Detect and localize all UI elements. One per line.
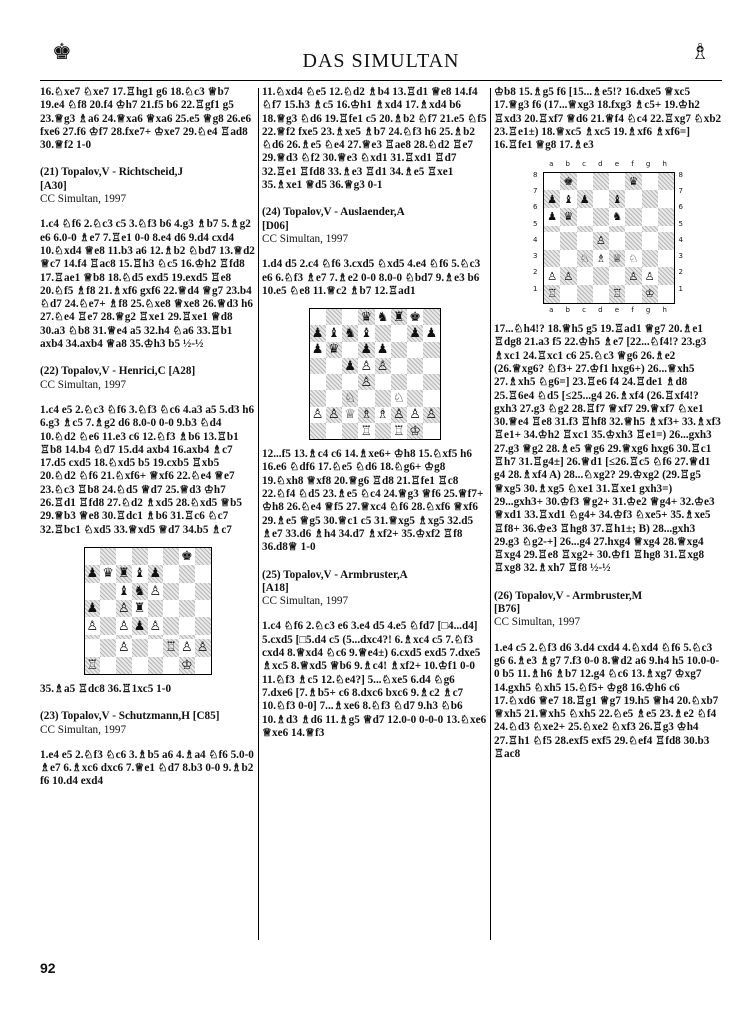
game-title: (24) Topalov,V - Auslaender,A [262, 206, 405, 219]
board-square [148, 548, 164, 565]
board-square [642, 267, 658, 285]
chess-piece: ♙ [628, 269, 639, 283]
board-square [560, 250, 576, 268]
board-square [407, 423, 423, 439]
chess-piece: ♟ [376, 342, 389, 358]
game-moves: 1.e4 e5 2.♘f3 ♘c6 3.♗b5 a6 4.♗a4 ♘f6 5.0-0 ♗e7 6.♗xc6 dxc6 7.♕e1 ♘d7 8.b3 0-0 9.♗b2 f6 10.d4 exd4 [40, 748, 254, 788]
board-square [163, 565, 179, 582]
board-square [148, 600, 164, 617]
column-divider [258, 88, 259, 940]
board-square [423, 325, 439, 341]
column-3 [494, 86, 722, 761]
board-square [179, 548, 195, 565]
chess-piece: ♔ [409, 423, 421, 439]
board-square [642, 190, 658, 208]
board-square [310, 358, 326, 374]
board-square [391, 325, 407, 341]
column-1 [40, 86, 255, 789]
eco-code: [A18] [262, 581, 289, 594]
board-square [85, 600, 101, 617]
board-square [326, 309, 342, 325]
board-square [85, 583, 101, 600]
chess-piece: ♟ [409, 326, 421, 342]
board-square [609, 232, 625, 250]
board-square [132, 583, 148, 600]
board-square [544, 173, 560, 191]
game-moves: 17...♘h4!? 18.♕h5 g5 19.♖ad1 ♕g7 20.♗e1 ♖dg8 21.a3 f5 22.♔h5 ♗e7 [22...♘f4!? 23.g3 ♗xc1 24.♖xc1 c6 25.♘c3 ♕g6 26.♗e2 (26.♕xg6? ♘f3+ 27.♔f1 hxg6+) 26...♕xh5 27.♗xh5 ♘g6=] 23.♖e6 f4 24.♖de1 ♗d8 25.♖6e4 ♘d5 [≤25...g4 26.♗xf4 (26.♖xf4!? gxh3 27.g3 ♘g2 28.♖f7 ♕xf7 29.♕xf7 ♘xe1 30.♕e4 ♖e8 31.f3 ♖hf8 32.♕h5 ♗xf3+ 33.♗xf3 ♖e1+ 34.♔h2 ♖xc1 35.♔xh3 ♖e1=) 26...gxh3 27.g3 ♕g2 28.♗e5 ♕g6 29.♕xg6 hxg6 30.♖c1 ♖h7 31.♖g4±] 26.♕d1 [≤26.♖c5 ♘f6 27.♕d1 g4 28.♗xf4 A) 28...♘xg2? 29.♔xg2 (29.♖g5 ♕xg5 30.♗xg5 ♘xe1 31.♖xe1 gxh3=) 29...gxh3+ 30.♔f3 ♕g2+ 31.♔e2 ♕g4+ 32.♔e3 ♕xd1 33.♖xd1 ♘g4+ 34.♔f3 ♘xe5+ 35.♗xe5 ♖f8+ 36.♔e3 ♖hg8 37.♖h1±; B) 28...gxh3 29.g3 ♘g2-+] 26...g4 27.hxg4 ♕xg4 28.♕xg4 ♖xg4 29.♖e8 ♖xg2+ 30.♔f1 ♖hg8 31.♖xg8 ♖xg8 32.♗xh7 ♖f8 ½-½ [494, 323, 721, 575]
board-square [375, 325, 391, 341]
board-square [116, 583, 132, 600]
board-square [544, 250, 560, 268]
board-square [358, 423, 374, 439]
game-moves: ♔b8 15.♗g5 f6 [15...♗e5!? 16.dxe5 ♕xc5 17.♕g3 f6 (17...♕xg3 18.fxg3 ♗c5+ 19.♔h2 ♖xd3 20.♖xf7 ♕d6 21.♕f4 ♘c4 22.♖xg7 ♘xb2 23.♖e1±) 18.♕xc5 ♗xc5 19.♗xf6 ♗xf6=] 16.♖fe1 ♕g8 17.♗e3 [494, 86, 722, 152]
board-square [375, 407, 391, 423]
board-square [179, 639, 195, 656]
event: CC Simultan, 1997 [40, 378, 127, 391]
board-square [560, 190, 576, 208]
board-square [375, 342, 391, 358]
chess-piece: ♝ [612, 192, 623, 206]
game-moves: 16.♘xe7 ♘xe7 17.♖hg1 g6 18.♘c3 ♕b7 19.e4 ♘f8 20.f4 ♔h7 21.f5 b6 22.♖gf1 g5 23.♕g3 ♗a6 24.♕xa6 ♕xa6 25.e5 ♕g8 26.e6 fxe6 27.f6 ♔f7 28.fxe7+ ♔xe7 29.♘e4 ♖ad8 30.♕f2 1-0 [40, 86, 252, 152]
page-header [40, 40, 722, 84]
board-square [342, 390, 358, 406]
board-square [658, 190, 674, 208]
game-moves: 11.♘xd4 ♘e5 12.♘d2 ♗b4 13.♖d1 ♕e8 14.f4 ♘f7 15.h3 ♗c5 16.♔h1 ♗xd4 17.♗xd4 b6 18.♕g3 ♘d6 19.♖fe1 c5 20.♗b2 ♘f7 21.e5 ♘f5 22.♕f2 fxe5 23.♗xe5 ♗b7 24.♘f3 h6 25.♗b2 ♘d6 26.♗e5 ♘e4 27.♕e3 ♖ae8 28.♘d2 ♖e7 29.♕d3 ♘f2 30.♕e3 ♘xd1 31.♖xd1 ♖d7 32.♖e1 ♖fd8 33.♗e3 ♖d1 34.♗e5 ♖xe1 35.♗xe1 ♕d5 36.♕g3 0-1 [262, 86, 487, 192]
board-square [195, 565, 211, 582]
board-square [407, 407, 423, 423]
board-square [375, 358, 391, 374]
board-square [85, 565, 101, 582]
board-square [593, 267, 609, 285]
board-square [85, 548, 101, 565]
board-square [132, 657, 148, 674]
board-square [407, 390, 423, 406]
board-square [423, 407, 439, 423]
page-number: 92 [40, 960, 56, 976]
board-square [391, 374, 407, 390]
board-square [625, 285, 641, 303]
chess-piece: ♕ [612, 252, 623, 266]
board-square [342, 309, 358, 325]
game-title: (21) Topalov,V - Richtscheid,J [40, 166, 184, 179]
board-square [560, 232, 576, 250]
board-square [642, 173, 658, 191]
board-square [132, 639, 148, 656]
board-square [391, 390, 407, 406]
board-square [593, 250, 609, 268]
board-square [195, 583, 211, 600]
chess-piece: ♙ [360, 358, 373, 374]
board-square [358, 325, 374, 341]
rank-labels: 8 7 6 5 4 3 2 1 [533, 170, 538, 293]
chess-piece: ♖ [360, 423, 373, 439]
board-square [326, 358, 342, 374]
board-square [85, 657, 101, 674]
chess-piece: ♖ [86, 657, 99, 673]
board-square [195, 617, 211, 634]
board-square [358, 374, 374, 390]
board-square [163, 617, 179, 634]
chess-piece: ♝ [133, 566, 146, 582]
board-square [560, 208, 576, 226]
board-square [132, 548, 148, 565]
board-square [100, 617, 116, 634]
board-square [163, 639, 179, 656]
board-square [116, 639, 132, 656]
chess-piece: ♖ [612, 287, 623, 301]
board-square [163, 583, 179, 600]
board-square [195, 600, 211, 617]
board-square [85, 617, 101, 634]
board-square [195, 657, 211, 674]
board-square [544, 232, 560, 250]
chess-piece: ♟ [579, 192, 590, 206]
board-square [625, 190, 641, 208]
chess-diagram [543, 172, 675, 304]
chess-piece: ♟ [133, 618, 146, 634]
chess-piece: ♗ [376, 407, 389, 423]
board-square [342, 342, 358, 358]
board-square [642, 250, 658, 268]
board-square [310, 390, 326, 406]
board-square [658, 285, 674, 303]
board-square [116, 617, 132, 634]
board-square [375, 309, 391, 325]
chess-piece: ♜ [118, 566, 130, 582]
board-square [342, 374, 358, 390]
board-square [358, 358, 374, 374]
chess-piece: ♟ [86, 566, 99, 582]
event: CC Simultan, 1997 [494, 616, 581, 629]
chess-piece: ♟ [547, 210, 558, 224]
chess-piece: ♟ [360, 342, 373, 358]
board-square [179, 600, 195, 617]
board-square [625, 173, 641, 191]
board-square [609, 173, 625, 191]
chess-piece: ♙ [595, 234, 606, 248]
board-square [544, 190, 560, 208]
board-square [100, 639, 116, 656]
board-square [658, 250, 674, 268]
board-square [642, 232, 658, 250]
board-square [116, 548, 132, 565]
chess-piece: ♘ [344, 391, 356, 407]
board-square [116, 565, 132, 582]
board-square [609, 190, 625, 208]
game-moves: 12...f5 13.♗c4 c6 14.♗xe6+ ♔h8 15.♘xf5 h6 16.e6 ♘df6 17.♘e5 ♘d6 18.♘g6+ ♔g8 19.♘xh8 ♕xf8 20.♕g6 ♖d8 21.♖fe1 ♖c8 22.♘f4 ♘d5 23.♗e5 ♘c4 24.♕g3 ♕f6 25.♕f7+ ♔h8 26.♘e4 ♕f5 27.♕xc4 ♘f6 28.♘xf6 ♕xf6 29.♗e5 ♕g5 30.♕c1 c5 31.♕xg5 ♗xg5 32.d5 ♗e7 33.d6 ♗h4 34.d7 ♗xf2+ 35.♔xf2 ♖f8 36.d8♕ 1-0 [262, 448, 484, 554]
chess-piece: ♙ [376, 358, 389, 374]
game-moves: 1.d4 d5 2.c4 ♘f6 3.cxd5 ♘xd5 4.e4 ♘f6 5.♘c3 e6 6.♘f3 ♗e7 7.♗e2 0-0 8.0-0 ♘bd7 9.♗e3 b6 10.e5 ♘e8 11.♕c2 ♗b7 12.♖ad1 [262, 258, 481, 297]
board-square [625, 208, 641, 226]
board-square [132, 617, 148, 634]
board-square [391, 423, 407, 439]
chess-piece: ♙ [563, 269, 574, 283]
board-square [609, 267, 625, 285]
chess-diagram-labeled [533, 158, 683, 317]
board-square [358, 390, 374, 406]
board-square [148, 617, 164, 634]
game-title: (23) Topalov,V - Schutzmann,H [C85] [40, 710, 220, 723]
chess-piece: ♙ [425, 407, 438, 423]
game-moves: 1.e4 c5 2.♘f3 d6 3.d4 cxd4 4.♘xd4 ♘f6 5.♘c3 g6 6.♗e3 ♗g7 7.f3 0-0 8.♕d2 a6 9.h4 h5 10.0-0-0 b5 11.♗h6 ♗b7 12.g4 ♘c6 13.♗xg7 ♔xg7 14.gxh5 ♘xh5 15.♘f5+ ♔g8 16.♔h6 c6 17.♘xd6 ♕e7 18.♖g1 ♕g7 19.h5 ♕h4 20.♘xb7 ♕xh5 21.♕xh5 ♘xh5 22.♘e5 ♗e5 23.♗e2 ♘f4 24.♘d3 ♘xe2+ 25.♘xe2 ♘xf3 26.♖g3 ♔h4 27.♖h1 ♘f5 28.exf5 exf5 29.♘ef4 ♖fd8 30.b3 ♖ac8 [494, 641, 720, 760]
board-square [326, 374, 342, 390]
chess-piece: ♙ [118, 618, 130, 634]
board-square [407, 374, 423, 390]
chess-piece: ♚ [181, 549, 193, 565]
board-square [310, 342, 326, 358]
column-divider [490, 88, 491, 940]
chess-piece: ♞ [344, 326, 356, 342]
board-square [577, 190, 593, 208]
chess-piece: ♛ [563, 210, 574, 224]
board-square [310, 309, 326, 325]
board-square [625, 250, 641, 268]
board-square [85, 639, 101, 656]
chess-piece: ♞ [612, 210, 623, 224]
board-square [625, 267, 641, 285]
chess-diagram [84, 547, 212, 675]
board-square [358, 309, 374, 325]
board-square [391, 309, 407, 325]
board-square [148, 639, 164, 656]
chess-piece: ♛ [328, 342, 340, 358]
board-square [560, 173, 576, 191]
event: CC Simultan, 1997 [40, 193, 127, 206]
board-square [100, 600, 116, 617]
chess-piece: ♟ [547, 192, 558, 206]
board-square [577, 232, 593, 250]
chess-piece: ♙ [149, 583, 162, 599]
board-square [658, 267, 674, 285]
board-square [358, 407, 374, 423]
game-title: (22) Topalov,V - Henrici,C [A28] [40, 365, 196, 378]
board-square [342, 423, 358, 439]
board-square [375, 423, 391, 439]
chess-piece: ♛ [628, 175, 639, 188]
board-square [342, 325, 358, 341]
board-square [658, 173, 674, 191]
board-square [577, 250, 593, 268]
page-title: DAS SIMULTAN [302, 50, 460, 72]
board-square [593, 232, 609, 250]
board-square [423, 342, 439, 358]
chess-piece: ♙ [328, 407, 340, 423]
board-square [326, 342, 342, 358]
eco-code: [A30] [40, 179, 67, 192]
chess-piece: ♝ [563, 192, 574, 206]
chess-piece: ♔ [644, 287, 655, 301]
eco-code: [B76] [494, 603, 521, 616]
chess-piece: ♞ [376, 309, 389, 325]
board-square [544, 285, 560, 303]
board-square [148, 583, 164, 600]
chess-piece: ♙ [86, 618, 99, 634]
board-square [148, 565, 164, 582]
board-square [310, 374, 326, 390]
chess-piece: ♘ [628, 252, 639, 266]
board-square [423, 374, 439, 390]
chess-piece: ♟ [311, 342, 324, 358]
board-square [625, 232, 641, 250]
board-square [544, 267, 560, 285]
game-moves: 1.c4 e5 2.♘c3 ♘f6 3.♘f3 ♘c6 4.a3 a5 5.d3 h6 6.g3 ♗c5 7.♗g2 d6 8.0-0 0-0 9.b3 ♘d4 10.♘d2 ♘e6 11.e3 c6 12.♘f3 ♗b6 13.♖b1 ♖b8 14.b4 ♘d7 15.d4 axb4 16.axb4 ♗c7 17.d5 cxd5 18.♘xd5 b5 19.cxb5 ♖xb5 20.♘d2 ♘f6 21.♘xf6+ ♕xf6 22.♘e4 ♕e7 23.♘c3 ♖b8 24.♘d5 ♕d7 25.♕d3 ♔h7 26.♖d1 ♖fd8 27.♘d2 ♗xd5 28.♘xd5 ♕b5 29.♕b3 ♕e8 30.♖dc1 ♗b6 31.♖c6 ♘c7 32.♖bc1 ♘xd5 33.♕xd5 ♕d7 34.b5 ♗c7 [40, 403, 255, 536]
chess-piece: ♛ [360, 309, 373, 325]
rank-labels: 8 7 6 5 4 3 2 1 [678, 170, 683, 293]
chess-piece: ♟ [311, 326, 324, 342]
board-square [642, 285, 658, 303]
board-square [642, 208, 658, 226]
board-square [391, 407, 407, 423]
chess-piece: ♛ [102, 566, 114, 582]
board-square [326, 407, 342, 423]
board-square [326, 325, 342, 341]
game-title: (25) Topalov,V - Armbruster,A [262, 568, 408, 581]
event: CC Simultan, 1997 [262, 595, 349, 608]
king-logo-icon: ♚ [52, 39, 72, 64]
chess-piece: ♟ [344, 358, 356, 374]
eco-code: [D06] [262, 219, 289, 232]
game-moves: 1.c4 ♘f6 2.♘c3 e6 3.e4 d5 4.e5 ♘fd7 [□4...d4] 5.cxd5 [□5.d4 c5 (5...dxc4?! 6.♗xc4 c5 7.♘f3 cxd4 8.♕xd4 ♘c6 9.♕e4±) 6.cxd5 exd5 7.dxe5 ♗xc5 8.♕xd5 ♕b6 9.♗c4! ♗xf2+ 10.♔f1 0-0 11.♘f3 ♗c5 12.♘e4?] 5...♘xe5 6.d4 ♘g6 7.dxe6 [7.♗b5+ c6 8.dxc6 bxc6 9.♗c2 ♗c7 10.♘f3 0-0] 7...♗xe6 8.♘f3 ♘d7 9.h3 ♘b6 10.♗d3 ♗d6 11.♗g5 ♕d7 12.0-0 0-0-0 13.♘xe6 ♕xe6 14.♕f3 [262, 620, 487, 739]
board-square [179, 617, 195, 634]
board-square [577, 285, 593, 303]
board-square [148, 657, 164, 674]
chess-piece: ♟ [86, 601, 99, 617]
board-square [310, 423, 326, 439]
chess-piece: ♗ [360, 407, 373, 423]
chess-piece: ♝ [118, 583, 130, 599]
board-square [163, 600, 179, 617]
board-square [423, 390, 439, 406]
board-square [391, 358, 407, 374]
board-square [100, 583, 116, 600]
board-square [407, 325, 423, 341]
board-square [609, 250, 625, 268]
board-square [342, 407, 358, 423]
game-moves: 1.c4 ♘f6 2.♘c3 c5 3.♘f3 b6 4.g3 ♗b7 5.♗g2 e6 6.0-0 ♗e7 7.♖e1 0-0 8.e4 d6 9.d4 cxd4 10.♘xd4 ♕e8 11.b3 a6 12.♗b2 ♘bd7 13.♕d2 ♕c7 14.f4 ♖ac8 15.♖h3 ♘c5 16.♔h2 ♖fd8 17.♖ae1 ♕b8 18.♘d5 exd5 19.exd5 ♖e8 20.♘f5 ♗f8 21.♗xf6 gxf6 22.♕d4 ♕g7 23.b4 ♘d7 24.♘e7+ ♗f8 25.♘xe8 ♕xe8 26.♕d3 h6 27.♘e4 ♖e7 28.♕g2 ♖xe1 29.♖xe1 ♕d8 30.a3 ♘b8 31.♕e4 a5 32.h4 ♘a6 33.♖b1 axb4 34.axb4 ♕a8 35.♔h3 b5 ½-½ [40, 218, 255, 351]
board-square [100, 565, 116, 582]
chess-piece: ♙ [196, 640, 209, 656]
file-labels: a b c d e f g h [549, 160, 667, 169]
chess-piece: ♘ [579, 252, 590, 266]
chess-piece: ♖ [393, 423, 405, 439]
game-title: (26) Topalov,V - Armbruster,M [494, 589, 643, 602]
board-square [544, 208, 560, 226]
chess-piece: ♙ [181, 640, 193, 656]
chess-piece: ♞ [133, 583, 146, 599]
board-square [116, 657, 132, 674]
board-square [609, 208, 625, 226]
board-square [609, 285, 625, 303]
chess-piece: ♙ [409, 407, 421, 423]
board-square [326, 390, 342, 406]
board-square [593, 190, 609, 208]
chess-piece: ♙ [311, 407, 324, 423]
board-square [577, 208, 593, 226]
board-square [560, 285, 576, 303]
board-square [560, 267, 576, 285]
board-square [593, 173, 609, 191]
chess-piece: ♔ [181, 657, 193, 673]
chess-piece: ♚ [563, 175, 574, 188]
chess-piece: ♙ [547, 269, 558, 283]
chess-piece: ♜ [133, 601, 146, 617]
board-square [375, 390, 391, 406]
board-square [407, 358, 423, 374]
chess-piece: ♝ [360, 326, 373, 342]
board-square [358, 342, 374, 358]
bishop-logo-icon: ♗ [690, 39, 710, 64]
board-square [342, 358, 358, 374]
chess-piece: ♙ [644, 269, 655, 283]
board-square [179, 657, 195, 674]
board-square [179, 583, 195, 600]
chess-piece: ♗ [595, 252, 606, 266]
board-square [100, 657, 116, 674]
event: CC Simultan, 1997 [40, 723, 127, 736]
board-square [593, 208, 609, 226]
chess-piece: ♙ [393, 407, 405, 423]
chess-piece: ♙ [118, 640, 130, 656]
board-square [163, 657, 179, 674]
board-square [132, 565, 148, 582]
board-square [310, 325, 326, 341]
board-square [577, 267, 593, 285]
header-rule [40, 80, 722, 81]
board-square [658, 232, 674, 250]
chess-piece: ♖ [165, 640, 177, 656]
chess-piece: ♘ [393, 391, 405, 407]
board-square [132, 600, 148, 617]
chess-diagram [309, 308, 441, 440]
chess-piece: ♜ [393, 309, 405, 325]
board-square [423, 309, 439, 325]
board-square [195, 639, 211, 656]
chess-piece: ♝ [328, 326, 340, 342]
chess-piece: ♙ [149, 618, 162, 634]
board-square [326, 423, 342, 439]
column-2 [262, 86, 487, 740]
chess-piece: ♚ [409, 309, 421, 325]
board-square [391, 342, 407, 358]
board-square [195, 548, 211, 565]
chess-piece: ♙ [118, 601, 130, 617]
chess-piece: ♟ [149, 566, 162, 582]
board-square [593, 285, 609, 303]
chess-piece: ♖ [547, 287, 558, 301]
game-moves: 35.♗a5 ♖dc8 36.♖1xc5 1-0 [40, 682, 172, 695]
chess-piece: ♟ [425, 326, 438, 342]
chess-piece: ♕ [344, 407, 356, 423]
board-square [423, 358, 439, 374]
board-square [407, 309, 423, 325]
board-square [179, 565, 195, 582]
board-square [375, 374, 391, 390]
board-square [423, 423, 439, 439]
board-square [407, 342, 423, 358]
chess-piece: ♙ [360, 374, 373, 390]
board-square [577, 173, 593, 191]
file-labels: a b c d e f g h [549, 305, 667, 314]
board-square [658, 208, 674, 226]
board-square [310, 407, 326, 423]
board-square [116, 600, 132, 617]
event: CC Simultan, 1997 [262, 232, 349, 245]
board-square [100, 548, 116, 565]
board-square [163, 548, 179, 565]
